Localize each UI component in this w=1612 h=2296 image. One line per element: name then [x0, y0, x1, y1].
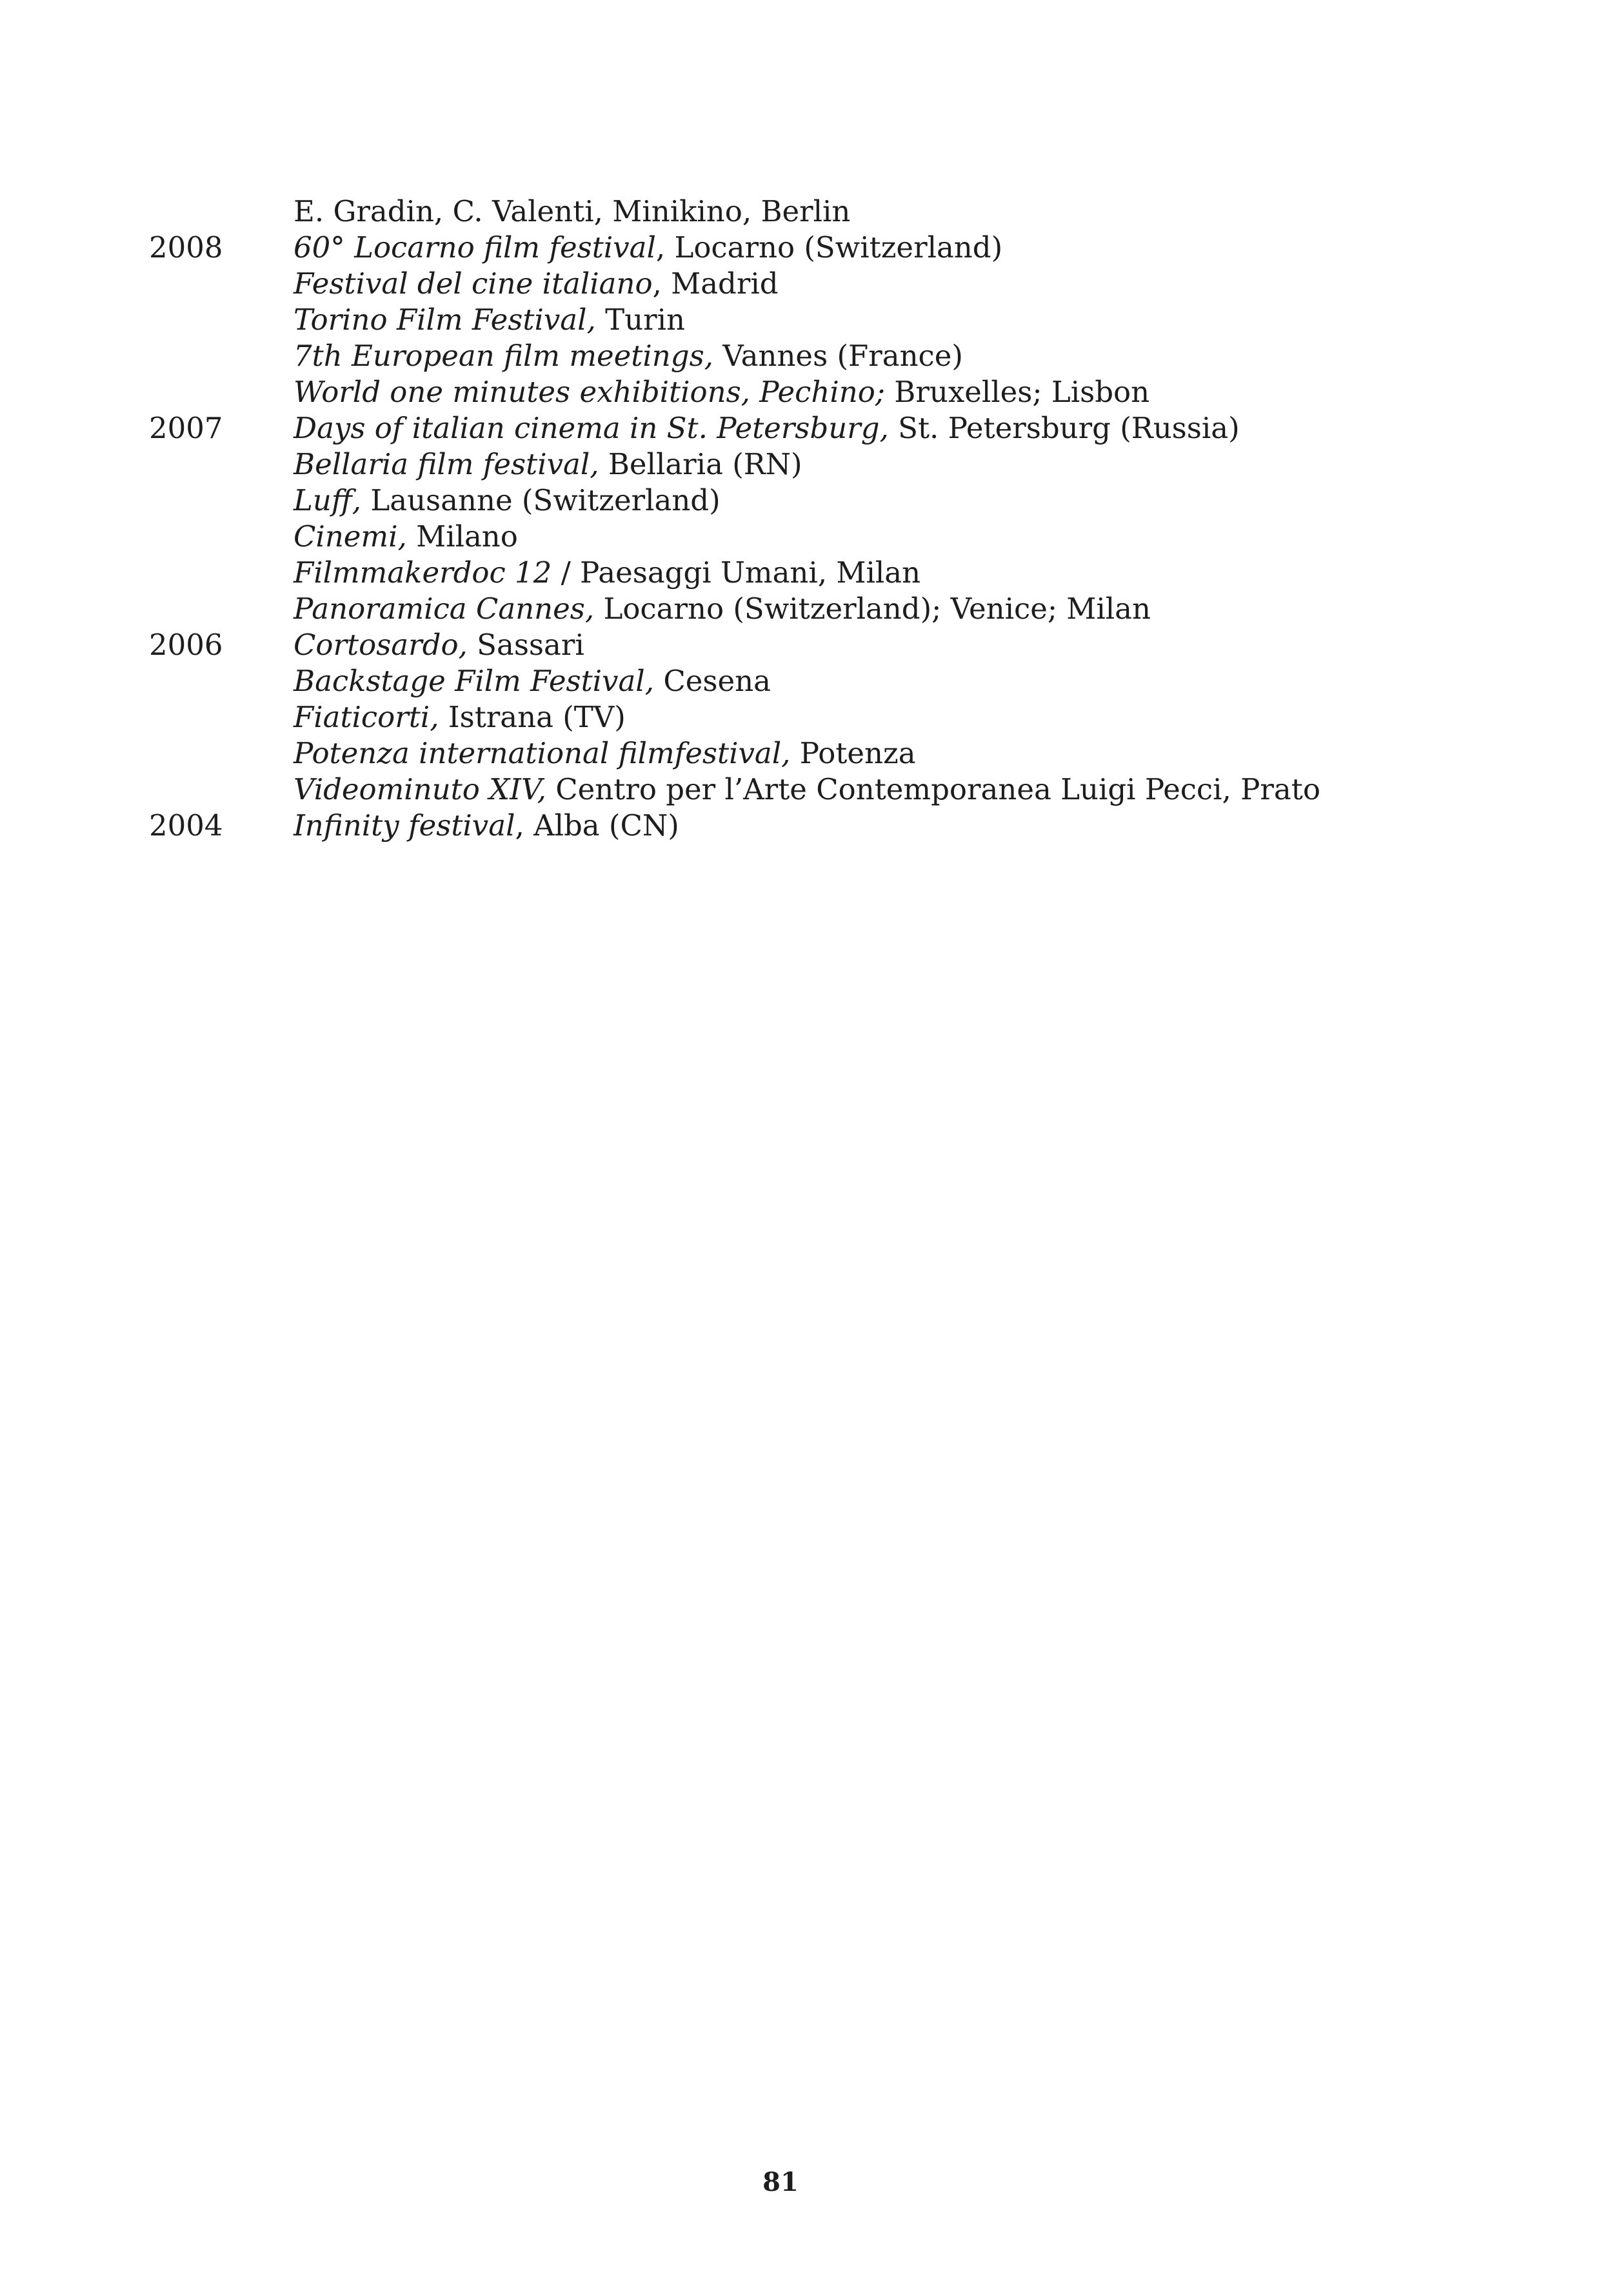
festival-entry-row [0, 772, 1612, 808]
entry-title: Infinity festival [294, 808, 515, 843]
entry-title: 60° Locarno film festival [294, 230, 656, 265]
entry-title: Potenza international filmfestival, [294, 736, 791, 770]
entry-location: Cesena [654, 664, 771, 698]
entry-text [294, 808, 679, 844]
entry-title: Backstage Film Festival, [294, 664, 655, 698]
festival-entry-row [0, 374, 1612, 410]
entry-year: 2007 [149, 411, 223, 445]
entry-text [294, 772, 1320, 808]
entry-location: Sassari [467, 628, 584, 662]
entry-location: Turin [595, 303, 685, 337]
entry-year: 2008 [149, 230, 223, 265]
entry-location: Istrana (TV) [439, 700, 626, 734]
entry-text [294, 627, 584, 663]
entry-title: Filmmakerdoc 12 [294, 555, 552, 590]
entry-location: , Madrid [652, 266, 779, 301]
entry-text [294, 591, 1151, 627]
festival-entry-row [0, 699, 1612, 735]
entry-title: Cinemi, [294, 519, 407, 554]
entry-year: 2006 [149, 628, 223, 662]
entry-location: , Locarno (Switzerland) [655, 230, 1003, 265]
festival-entry-row [0, 663, 1612, 699]
entry-text [294, 663, 771, 699]
entry-title: Bellaria film festival, [294, 447, 599, 481]
festival-entry-row [0, 808, 1612, 844]
entry-text [294, 266, 779, 302]
entry-text [294, 374, 1149, 410]
entry-text [294, 338, 963, 374]
entry-location: Bruxelles; Lisbon [885, 375, 1150, 409]
festival-entry-row [0, 555, 1612, 591]
entry-text [294, 483, 721, 519]
entry-title: Days of italian cinema in St. Petersburg, [294, 411, 889, 445]
entry-location: E. Gradin, C. Valenti, Minikino, Berlin [294, 194, 851, 228]
entry-text [294, 194, 850, 230]
entry-location: Lausanne (Switzerland) [361, 483, 721, 517]
festival-entry-row [0, 410, 1612, 446]
festival-entry-row [0, 302, 1612, 338]
festival-entry-row [0, 266, 1612, 302]
festival-list [0, 194, 1612, 844]
entry-text [294, 446, 802, 483]
entry-text [294, 410, 1240, 446]
entry-location: Potenza [790, 736, 916, 770]
entry-location: Bellaria (RN) [599, 447, 802, 481]
entry-title: Luff, [294, 483, 362, 517]
entry-year: 2004 [149, 808, 223, 843]
festival-entry-row [0, 519, 1612, 555]
entry-location: Locarno (Switzerland); Venice; Milan [594, 592, 1151, 626]
entry-text [294, 230, 1002, 266]
festival-entry-row [0, 194, 1612, 230]
entry-text [294, 555, 920, 591]
entry-title: Torino Film Festival, [294, 303, 596, 337]
entry-location: Centro per l’Arte Contemporanea Luigi Pecci, Prato [546, 772, 1320, 806]
festival-entry-row [0, 446, 1612, 483]
entry-title: World one minutes exhibitions, Pechino; [294, 375, 885, 409]
entry-location: / Paesaggi Umani, Milan [552, 555, 921, 590]
entry-text [294, 735, 916, 772]
entry-title: Videominuto XIV, [294, 772, 546, 806]
entry-title: Cortosardo, [294, 628, 468, 662]
entry-location: St. Petersburg (Russia) [888, 411, 1240, 445]
entry-title: Panoramica Cannes, [294, 592, 595, 626]
entry-text [294, 699, 626, 735]
festival-entry-row [0, 627, 1612, 663]
entry-text [294, 302, 685, 338]
entry-title: 7th European film meetings, [294, 339, 713, 373]
entry-title: Festival del cine italiano [294, 266, 653, 301]
festival-entry-row [0, 230, 1612, 266]
entry-title: Fiaticorti, [294, 700, 439, 734]
festival-entry-row [0, 735, 1612, 772]
page-number: 81 [762, 2167, 799, 2197]
entry-location: Milano [406, 519, 518, 554]
entry-location: Vannes (France) [713, 339, 963, 373]
festival-entry-row [0, 591, 1612, 627]
entry-location: , Alba (CN) [515, 808, 679, 843]
festival-entry-row [0, 338, 1612, 374]
entry-text [294, 519, 518, 555]
festival-entry-row [0, 483, 1612, 519]
